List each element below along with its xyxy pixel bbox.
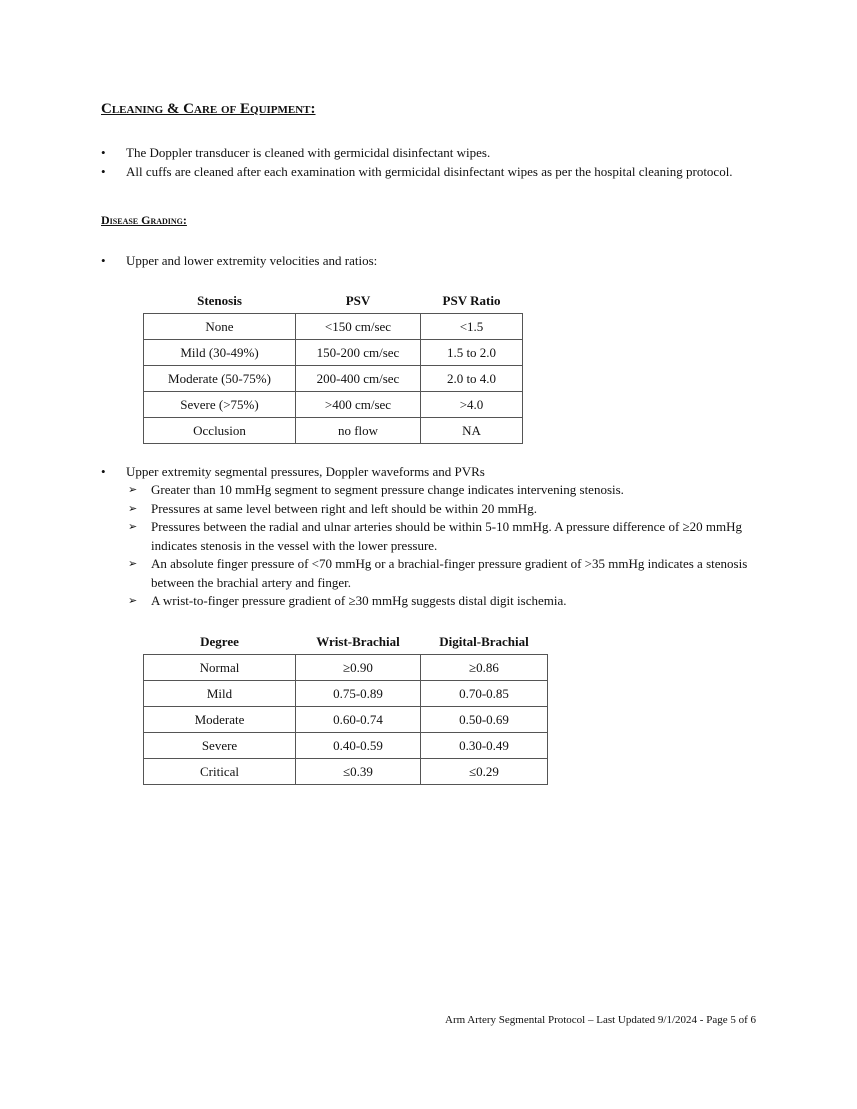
column-header: Stenosis xyxy=(197,293,242,308)
index-table xyxy=(143,630,548,785)
pressure-intro-text: Upper extremity segmental pressures, Doppler waveforms and PVRs xyxy=(126,464,485,479)
table-cell: 0.30-0.49 xyxy=(421,733,548,759)
table-cell: ≤0.29 xyxy=(421,759,548,785)
table-cell: 200-400 cm/sec xyxy=(296,366,421,392)
table-cell: Severe (>75%) xyxy=(144,392,296,418)
table-cell: Moderate xyxy=(144,707,296,733)
pressure-item: ➢ An absolute finger pressure of <70 mmHg or a brachial-finger pressure gradient of >35 mmHg indicates a stenosis between the brachial artery and finger. xyxy=(126,555,761,592)
velocity-list xyxy=(101,251,761,270)
table-cell: NA xyxy=(421,418,523,444)
pressure-item: ➢ Greater than 10 mmHg segment to segment pressure change indicates intervening stenosis. xyxy=(126,481,761,500)
column-header: Wrist-Brachial xyxy=(316,634,400,649)
table-cell: 0.40-0.59 xyxy=(296,733,421,759)
pressure-intro xyxy=(101,462,761,611)
column-header: Degree xyxy=(200,634,239,649)
pressure-sub-list xyxy=(126,481,761,611)
table-cell: <150 cm/sec xyxy=(296,314,421,340)
velocity-table xyxy=(143,289,523,444)
table-cell: Normal xyxy=(144,655,296,681)
table-row xyxy=(144,733,548,759)
table-row xyxy=(144,340,523,366)
column-header: PSV Ratio xyxy=(442,293,501,308)
table-header-row xyxy=(144,630,548,655)
table-cell: 1.5 to 2.0 xyxy=(421,340,523,366)
table-cell: 0.70-0.85 xyxy=(421,681,548,707)
table-row xyxy=(144,392,523,418)
pressure-list xyxy=(101,462,761,611)
table-cell: ≤0.39 xyxy=(296,759,421,785)
table-row xyxy=(144,707,548,733)
table-cell: None xyxy=(144,314,296,340)
table-cell: ≥0.90 xyxy=(296,655,421,681)
column-header: Digital-Brachial xyxy=(439,634,529,649)
table-cell: Moderate (50-75%) xyxy=(144,366,296,392)
table-cell: Mild xyxy=(144,681,296,707)
table-cell: Occlusion xyxy=(144,418,296,444)
table-cell: 0.60-0.74 xyxy=(296,707,421,733)
table-row xyxy=(144,418,523,444)
table-row xyxy=(144,314,523,340)
table-cell: 0.50-0.69 xyxy=(421,707,548,733)
table-row xyxy=(144,681,548,707)
table-row xyxy=(144,366,523,392)
cleaning-heading: Cleaning & Care of Equipment: xyxy=(101,101,316,117)
table-row xyxy=(144,759,548,785)
table-cell: Severe xyxy=(144,733,296,759)
cleaning-item: • All cuffs are cleaned after each examination with germicidal disinfectant wipes as per the hospital cleaning protocol. xyxy=(101,162,761,181)
page-footer: Arm Artery Segmental Protocol – Last Updated 9/1/2024 - Page 5 of 6 xyxy=(445,1014,756,1026)
grading-heading: Disease Grading: xyxy=(101,213,187,227)
table-cell: ≥0.86 xyxy=(421,655,548,681)
table-cell: 2.0 to 4.0 xyxy=(421,366,523,392)
table-cell: 150-200 cm/sec xyxy=(296,340,421,366)
cleaning-item: • The Doppler transducer is cleaned with germicidal disinfectant wipes. xyxy=(101,143,761,162)
pressure-item: ➢ Pressures between the radial and ulnar arteries should be within 5-10 mmHg. A pressure difference of ≥20 mmHg indicates stenosis in the vessel with the lower pressure. xyxy=(126,518,761,555)
table-cell: >400 cm/sec xyxy=(296,392,421,418)
table-cell: >4.0 xyxy=(421,392,523,418)
table-cell: 0.75-0.89 xyxy=(296,681,421,707)
table-cell: Critical xyxy=(144,759,296,785)
table-cell: Mild (30-49%) xyxy=(144,340,296,366)
table-header-row xyxy=(144,289,523,314)
pressure-item: ➢ A wrist-to-finger pressure gradient of ≥30 mmHg suggests distal digit ischemia. xyxy=(126,592,761,611)
velocity-intro: • Upper and lower extremity velocities and ratios: xyxy=(101,251,761,270)
pressure-item: ➢ Pressures at same level between right and left should be within 20 mmHg. xyxy=(126,500,761,519)
table-row xyxy=(144,655,548,681)
column-header: PSV xyxy=(345,293,371,308)
cleaning-list xyxy=(101,143,761,181)
table-cell: <1.5 xyxy=(421,314,523,340)
table-cell: no flow xyxy=(296,418,421,444)
